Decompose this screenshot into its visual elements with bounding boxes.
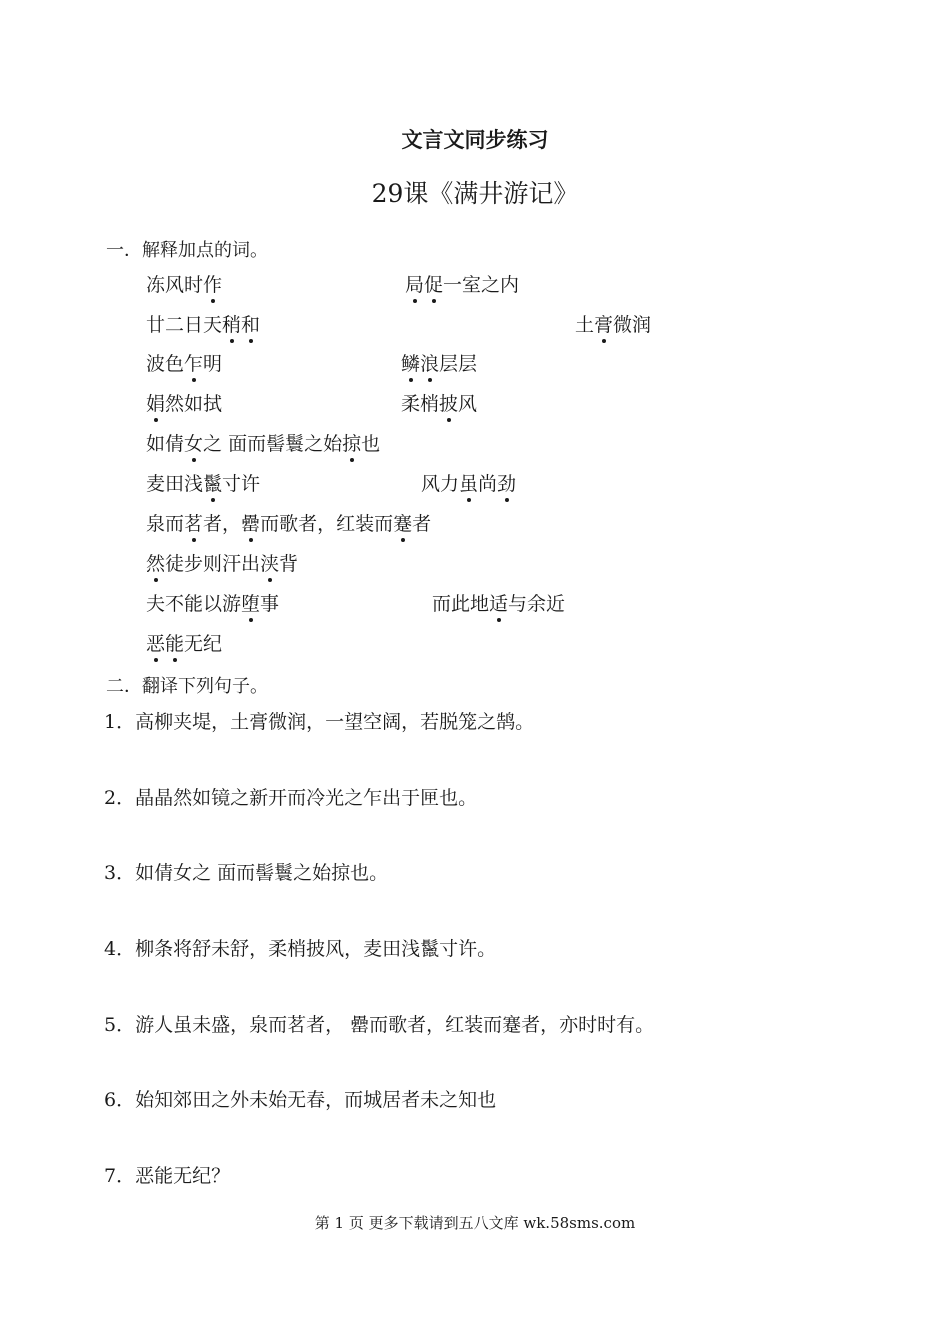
section2-heading: 二．翻译下列句子。 [106, 676, 268, 697]
lesson-title: 29课《满井游记》 [371, 179, 579, 208]
dotted-char: 然 [146, 553, 166, 575]
vocab-item [146, 629, 222, 656]
plain-text: 事 [260, 593, 280, 615]
plain-text: 者 [412, 513, 432, 535]
plain-text: 之 面而髻鬟之始 [203, 433, 343, 455]
dotted-char: 虽 [459, 473, 479, 495]
translation-question: 2．晶晶然如镜之新开而冷光之乍出于匣也。 [104, 787, 478, 809]
section1-heading: 一．解释加点的词。 [106, 240, 268, 261]
dotted-char: 女 [184, 433, 204, 455]
plain-text: 土 [575, 314, 595, 336]
dotted-char: 和 [241, 314, 261, 336]
plain-text: 然如拭 [165, 393, 223, 415]
plain-text: 者， [203, 513, 242, 535]
plain-text: 背 [279, 553, 299, 575]
vocab-item [421, 469, 516, 496]
plain-text: 徒步则汗出 [165, 553, 261, 575]
vocab-item [146, 509, 431, 536]
vocab-item [146, 469, 260, 496]
plain-text: 风 [458, 393, 478, 415]
plain-text: 一室之内 [443, 274, 520, 296]
document-title: 文言文同步练习 [401, 127, 549, 152]
dotted-char: 稍 [222, 314, 242, 336]
dotted-char: 作 [203, 274, 223, 296]
plain-text: 无纪 [184, 633, 223, 655]
dotted-char: 堕 [241, 593, 261, 615]
dotted-char: 促 [424, 274, 444, 296]
vocab-item [146, 349, 222, 376]
dotted-char: 浪 [420, 353, 440, 375]
vocab-item [146, 270, 222, 297]
plain-text: 微润 [613, 314, 652, 336]
translation-question: 1．高柳夹堤，土膏微润，一望空阔，若脱笼之鹄。 [104, 711, 535, 733]
dotted-char: 娟 [146, 393, 166, 415]
plain-text: 夫不能以游 [146, 593, 242, 615]
dotted-char: 膏 [594, 314, 614, 336]
plain-text: 而歌者，红装而 [260, 513, 394, 535]
translation-question: 3．如倩女之 面而髻鬟之始掠也。 [104, 862, 389, 884]
dotted-char: 蹇 [393, 513, 413, 535]
plain-text: 而此地 [432, 593, 490, 615]
page-footer: 第 1 页 更多下载请到五八文库 wk.58sms.com [314, 1214, 636, 1232]
vocab-item [146, 429, 380, 456]
vocab-item [405, 270, 519, 297]
vocab-item [146, 549, 298, 576]
plain-text: 明 [203, 353, 223, 375]
plain-text: 泉而 [146, 513, 185, 535]
vocab-item [146, 389, 222, 416]
dotted-char: 鳞 [401, 353, 421, 375]
dotted-char: 劲 [497, 473, 517, 495]
plain-text: 波色 [146, 353, 185, 375]
dotted-char: 罍 [241, 513, 261, 535]
translation-question: 4．柳条将舒未舒，柔梢披风，麦田浅鬣寸许。 [104, 938, 497, 960]
vocab-item [575, 310, 651, 337]
vocab-item [432, 589, 565, 616]
dotted-char: 鬣 [203, 473, 223, 495]
plain-text: 与余近 [508, 593, 566, 615]
vocab-item [401, 389, 477, 416]
plain-text: 层层 [439, 353, 478, 375]
dotted-char: 乍 [184, 353, 204, 375]
plain-text: 尚 [478, 473, 498, 495]
translation-question: 6．始知郊田之外未始无春，而城居者未之知也 [104, 1089, 497, 1111]
plain-text: 廿二日天 [146, 314, 223, 336]
dotted-char: 恶 [146, 633, 166, 655]
dotted-char: 掠 [342, 433, 362, 455]
plain-text: 柔梢 [401, 393, 440, 415]
vocab-item [146, 589, 279, 616]
plain-text: 麦田浅 [146, 473, 204, 495]
dotted-char: 浃 [260, 553, 280, 575]
plain-text: 寸许 [222, 473, 261, 495]
vocab-item [146, 310, 260, 337]
translation-question: 5．游人虽未盛，泉而茗者， 罍而歌者，红装而蹇者，亦时时有。 [104, 1014, 655, 1036]
plain-text: 也 [361, 433, 381, 455]
vocab-item [401, 349, 477, 376]
dotted-char: 能 [165, 633, 185, 655]
dotted-char: 适 [489, 593, 509, 615]
plain-text: 冻风时 [146, 274, 204, 296]
dotted-char: 披 [439, 393, 459, 415]
plain-text: 风力 [421, 473, 460, 495]
dotted-char: 局 [405, 274, 425, 296]
translation-question: 7．恶能无纪？ [104, 1165, 231, 1187]
plain-text: 如倩 [146, 433, 185, 455]
dotted-char: 茗 [184, 513, 204, 535]
